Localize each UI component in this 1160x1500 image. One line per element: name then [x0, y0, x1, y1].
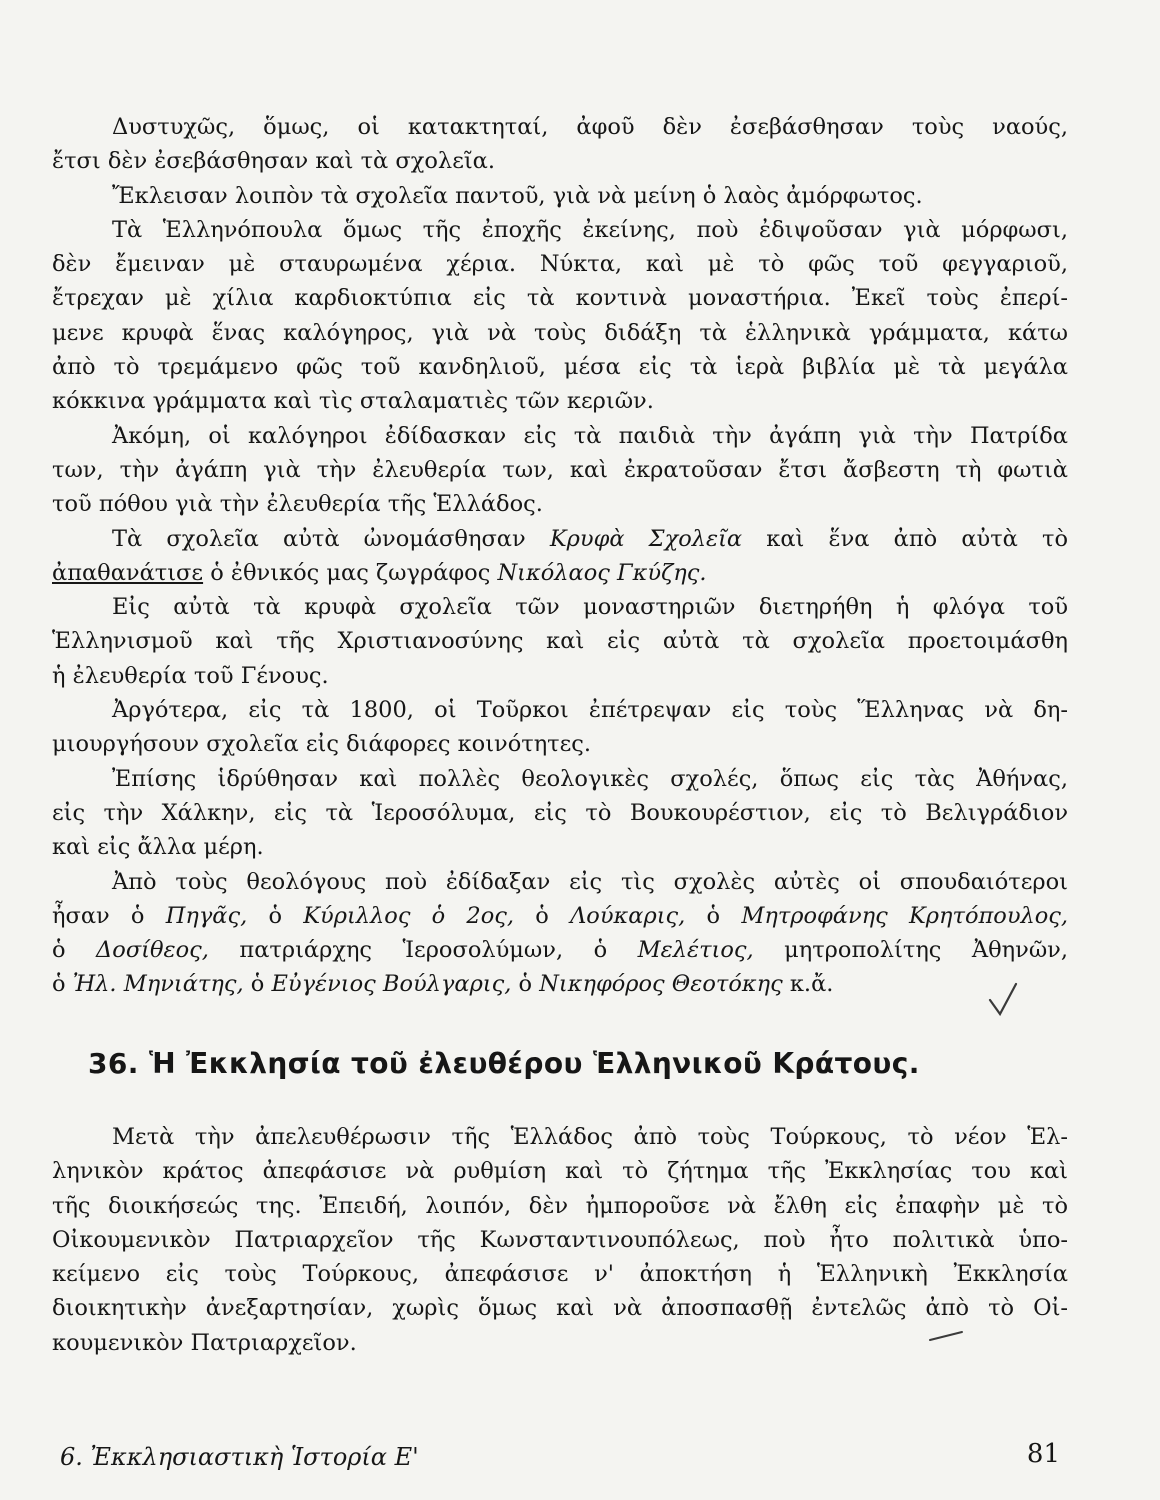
text-line: μενε κρυφὰ ἕνας καλόγηρος, γιὰ νὰ τοὺς διδάξη τὰ ἑλληνικὰ γράμματα, κάτω — [52, 319, 1068, 346]
underlined-word: ἀπαθανάτισε — [52, 559, 204, 586]
text-line: κόκκινα γράμματα καὶ τὶς σταλαματιὲς τῶν κεριῶν. — [52, 388, 654, 415]
text-line: Οἰκουμενικὸν Πατριαρχεῖον τῆς Κωνσταντινουπόλεως, ποὺ ἦτο πολιτικὰ ὑπο- — [52, 1226, 1068, 1253]
body-text — [52, 110, 1068, 1002]
text-line — [52, 556, 1068, 590]
text-span: ἦσαν ὁ — [52, 902, 145, 929]
text-line: Εἰς αὐτὰ τὰ κρυφὰ σχολεῖα τῶν μοναστηριῶν διετηρήθη ἡ φλόγα τοῦ — [112, 594, 1068, 621]
text-line — [52, 933, 1068, 967]
text-line: τῆς διοικήσεώς της. Ἐπειδή, λοιπόν, δὲν ἠμποροῦσε νὰ ἔλθη εἰς ἐπαφὴν μὲ τὸ — [52, 1192, 1068, 1219]
italic-term: Κρυφὰ Σχολεῖα — [549, 525, 743, 552]
section-body-text — [52, 1120, 1068, 1360]
text-line: καὶ εἰς ἄλλα μέρη. — [52, 834, 264, 861]
text-line: Ἀκόμη, οἱ καλόγηροι ἐδίδασκαν εἰς τὰ παιδιὰ τὴν ἀγάπη γιὰ τὴν Πατρίδα — [112, 422, 1068, 449]
text-line: δὲν ἔμειναν μὲ σταυρωμένα χέρια. Νύκτα, καὶ μὲ τὸ φῶς τοῦ φεγγαριοῦ, — [52, 251, 1068, 278]
text-span: ὁ ἐθνικός μας ζωγράφος — [210, 559, 491, 586]
italic-name: Μητροφάνης Κρητόπουλος, — [741, 902, 1069, 929]
handwritten-check-icon — [986, 978, 1026, 1022]
text-span: ὁ — [268, 902, 282, 929]
text-line: κείμενο εἰς τοὺς Τούρκους, ἀπεφάσισε ν' ἀποκτήση ἡ Ἑλληνικὴ Ἐκκλησία — [52, 1261, 1068, 1288]
italic-name: Εὐγένιος Βούλγαρις, — [271, 971, 512, 998]
text-line: τοῦ πόθου γιὰ τὴν ἐλευθερία τῆς Ἑλλάδος. — [52, 491, 543, 518]
text-span: ὁ — [52, 971, 66, 998]
text-line: Ἀπὸ τοὺς θεολόγους ποὺ ἐδίδαξαν εἰς τὶς σχολὲς αὐτὲς οἱ σπουδαιότεροι — [112, 868, 1068, 895]
text-line — [52, 967, 1068, 1001]
text-line: ἡ ἐλευθερία τοῦ Γένους. — [52, 662, 329, 689]
text-span: ὁ — [535, 902, 549, 929]
handwritten-dash-icon — [926, 1326, 966, 1346]
italic-name: Μελέτιος, — [637, 937, 754, 964]
text-line: Ἑλληνισμοῦ καὶ τῆς Χριστιανοσύνης καὶ εἰς αὐτὰ τὰ σχολεῖα προετοιμάσθη — [52, 628, 1068, 655]
text-span: πατριάρχης Ἱεροσολύμων, ὁ — [239, 937, 608, 964]
text-line: ἀπὸ τὸ τρεμάμενο φῶς τοῦ κανδηλιοῦ, μέσα εἰς τὰ ἱερὰ βιβλία μὲ τὰ μεγάλα — [52, 354, 1068, 381]
text-line — [52, 522, 1068, 556]
page-number: 81 — [1026, 1439, 1060, 1469]
footer-signature: 6. Ἐκκλησιαστικὴ Ἱστορία Ε' — [60, 1443, 419, 1471]
text-span: ὁ — [518, 971, 533, 998]
text-line: κουμενικὸν Πατριαρχεῖον. — [52, 1329, 357, 1356]
text-line: Ἀργότερα, εἰς τὰ 1800, οἱ Τοῦρκοι ἐπέτρεψαν εἰς τοὺς Ἕλληνας νὰ δη- — [112, 697, 1068, 724]
text-line: Δυστυχῶς, ὅμως, οἱ κατακτηταί, ἀφοῦ δὲν ἐσεβάσθησαν τοὺς ναούς, — [112, 114, 1068, 140]
text-line: Ἔκλεισαν λοιπὸν τὰ σχολεῖα παντοῦ, γιὰ νὰ μείνη ὁ λαὸς ἀμόρφωτος. — [112, 182, 923, 209]
italic-name: Λούκαρις, — [570, 902, 686, 929]
text-span: καὶ ἕνα ἀπὸ αὐτὰ τὸ — [766, 525, 1069, 552]
italic-name: Νικόλαος Γκύζης. — [497, 559, 707, 586]
italic-name: Νικηφόρος Θεοτόκης — [539, 971, 783, 998]
section-heading: 36. Ἡ Ἐκκλησία τοῦ ἐλευθέρου Ἑλληνικοῦ Κράτους. — [88, 1047, 920, 1080]
text-span: μητροπολίτης Ἀθηνῶν, — [784, 937, 1069, 964]
text-line: ληνικὸν κράτος ἀπεφάσισε νὰ ρυθμίση καὶ τὸ ζήτημα τῆς Ἐκκλησίας του καὶ — [52, 1158, 1068, 1185]
text-line: ἔτσι δὲν ἐσεβάσθησαν καὶ τὰ σχολεῖα. — [52, 148, 496, 175]
text-line: διοικητικὴν ἀνεξαρτησίαν, χωρὶς ὅμως καὶ νὰ ἀποσπασθῇ ἐντελῶς ἀπὸ τὸ Οἰ- — [52, 1295, 1068, 1322]
italic-name: Κύριλλος ὁ 2ος, — [303, 902, 515, 929]
text-span: Τὰ σχολεῖα αὐτὰ ὠνομάσθησαν — [112, 525, 526, 552]
text-span: ὁ — [706, 902, 721, 929]
text-line: Μετὰ τὴν ἀπελευθέρωσιν τῆς Ἑλλάδος ἀπὸ τοὺς Τούρκους, τὸ νέον Ἑλ- — [112, 1124, 1068, 1150]
text-line: μιουργήσουν σχολεῖα εἰς διάφορες κοινότητες. — [52, 731, 592, 758]
text-line: ἔτρεχαν μὲ χίλια καρδιοκτύπια εἰς τὰ κοντινὰ μοναστήρια. Ἐκεῖ τοὺς ἐπερί- — [52, 285, 1068, 312]
text-line — [52, 899, 1068, 933]
text-line: Τὰ Ἑλληνόπουλα ὅμως τῆς ἐποχῆς ἐκείνης, ποὺ ἐδιψοῦσαν γιὰ μόρφωσι, — [112, 216, 1068, 243]
text-line: των, τὴν ἀγάπη γιὰ τὴν ἐλευθερία των, καὶ ἐκρατοῦσαν ἔτσι ἄσβεστη τὴ φωτιὰ — [52, 456, 1068, 483]
italic-name: Δοσίθεος, — [96, 937, 209, 964]
italic-name: Πηγᾶς, — [165, 902, 248, 929]
text-span: ὁ — [52, 937, 66, 964]
text-line: εἰς τὴν Χάλκην, εἰς τὰ Ἱεροσόλυμα, εἰς τὸ Βουκουρέστιον, εἰς τὸ Βελιγράδιον — [52, 799, 1068, 826]
italic-name: Ἠλ. Μηνιάτης, — [72, 971, 244, 998]
text-span: ὁ — [250, 971, 265, 998]
text-span: κ.ἄ. — [789, 971, 834, 998]
text-line: Ἐπίσης ἱδρύθησαν καὶ πολλὲς θεολογικὲς σχολές, ὅπως εἰς τὰς Ἀθήνας, — [112, 765, 1068, 792]
